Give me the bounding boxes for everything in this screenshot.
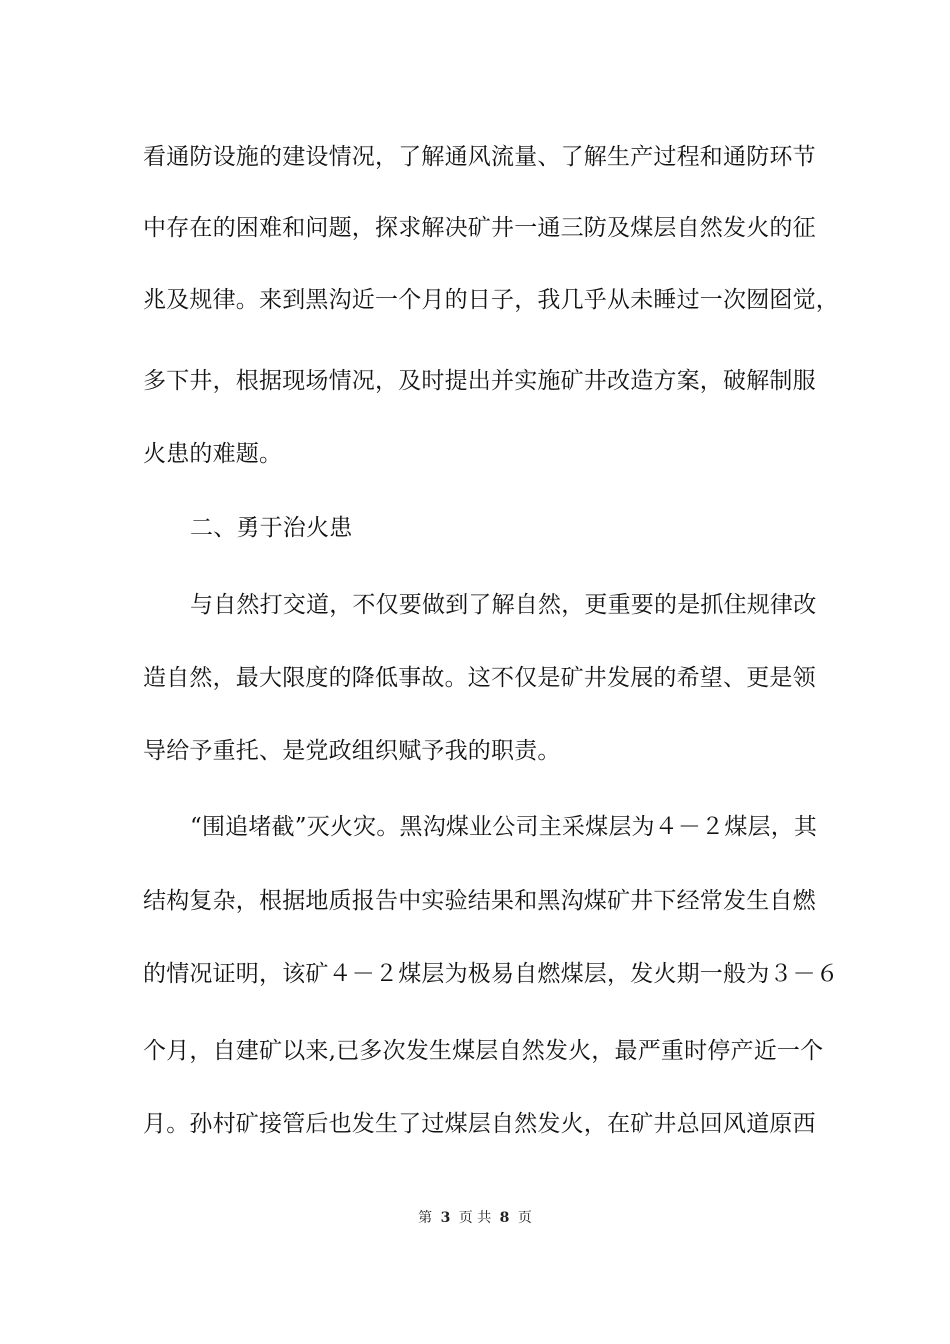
total-pages-number: 8 [499,1210,510,1226]
text-line: 火患的难题。 [143,441,283,467]
page-footer [0,1208,950,1228]
text-line: 个月，自建矿以来,已多次发生煤层自然发火，最严重时停产近一个 [143,1038,824,1064]
text-line: 造自然，最大限度的降低事故。这不仅是矿井发展的希望、更是领 [143,665,816,691]
text-line: 兆及规律。来到黑沟近一个月的日子，我几乎从未睡过一次囫囵觉， [143,287,839,313]
text-line: 结构复杂，根据地质报告中实验结果和黑沟煤矿井下经常发生自燃 [143,888,816,914]
text-line: 与自然打交道，不仅要做到了解自然，更重要的是抓住规律改 [190,592,817,618]
text-line: 的情况证明，该矿４－２煤层为极易自燃煤层，发火期一般为３－６ [143,961,839,987]
section-heading: 二、勇于治火患 [190,515,353,541]
text-line: 看通防设施的建设情况，了解通风流量、了解生产过程和通防环节 [143,144,816,170]
text-line: 中存在的困难和问题，探求解决矿井一通三防及煤层自然发火的征 [143,215,816,241]
text-line: 多下井，根据现场情况，及时提出并实施矿井改造方案，破解制服 [143,368,816,394]
footer-suffix: 页 [517,1210,532,1226]
footer-middle: 页 共 [458,1210,492,1226]
current-page-number: 3 [440,1210,451,1226]
text-line: 月。孙村矿接管后也发生了过煤层自然发火，在矿井总回风道原西 [143,1111,816,1137]
footer-prefix: 第 [418,1210,433,1226]
text-line: “围追堵截”灭火灾。黑沟煤业公司主采煤层为４－２煤层，其 [190,814,818,840]
text-line: 导给予重托、是党政组织赋予我的职责。 [143,738,561,764]
